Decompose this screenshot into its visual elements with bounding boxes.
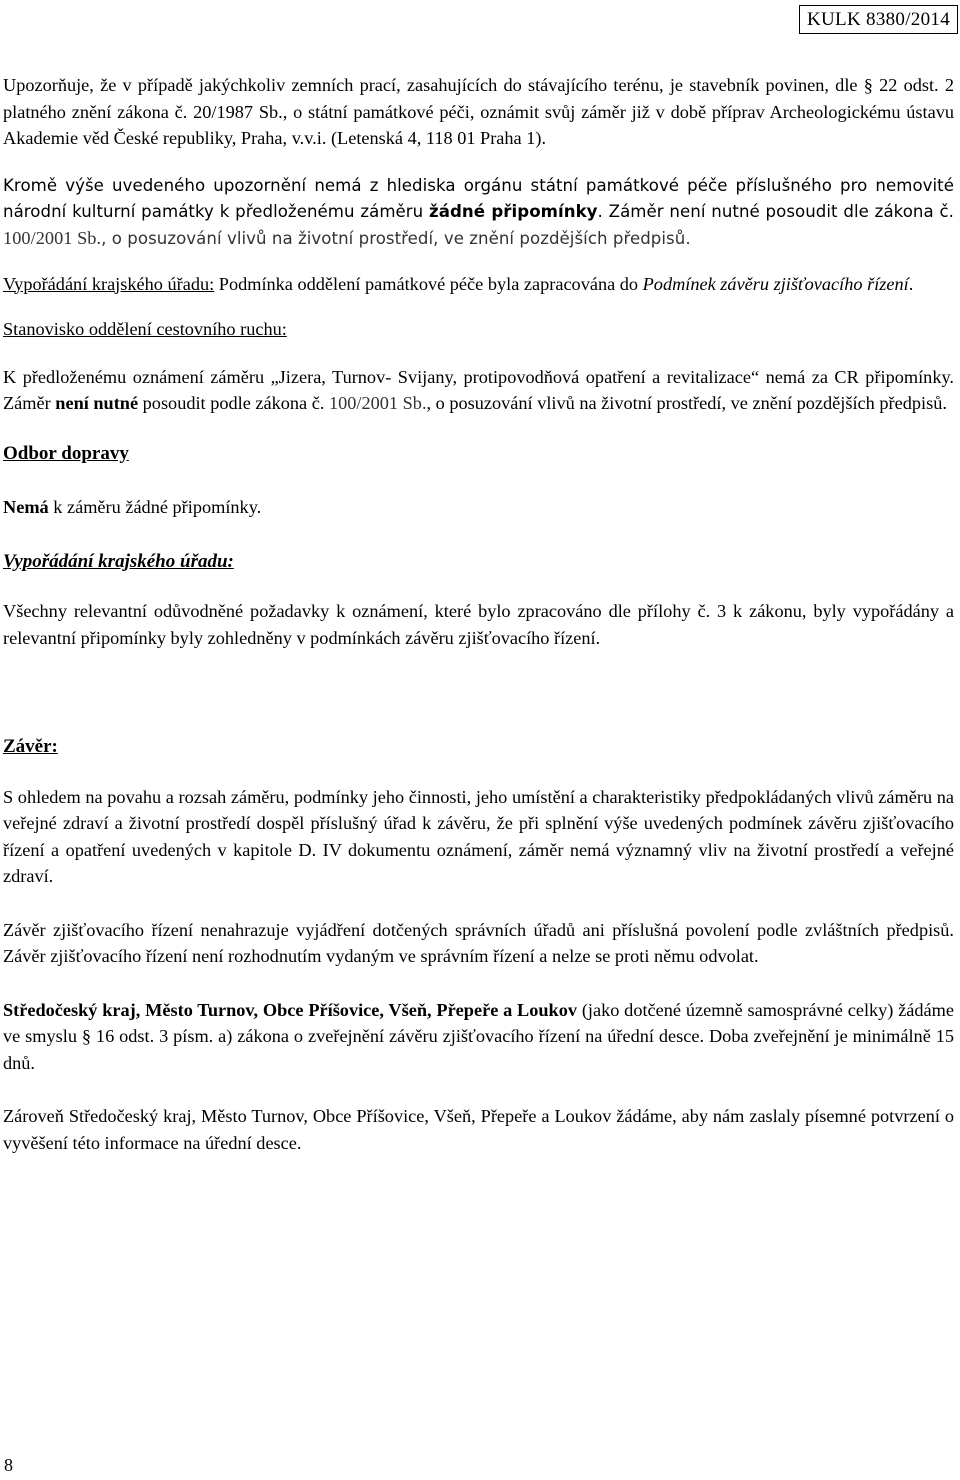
law-reference: 100/2001 Sb. (3, 227, 102, 248)
transport-nema: Nemá (3, 497, 49, 517)
tourism-department-heading (3, 316, 954, 343)
heritage-opinion-text-3: , o posuzování vlivů na životní prostředí, ve znění pozdějších předpisů. (101, 228, 691, 248)
conclusion-text-3: (jako dotčené územně samosprávné celky) žádáme ve smyslu § 16 odst. 3 písm. a) zákona o zveřejnění závěru zjišťovacího řízení na úřední desce. Doba zveřejnění je minimálně 15 dnů. (3, 999, 955, 1073)
settlement-heading-label: Vypořádání krajského úřadu: (3, 550, 234, 572)
transport-heading (3, 440, 954, 468)
archaeology-notice-paragraph (3, 72, 954, 152)
settlement-text: Všechny relevantní odůvodněné požadavky k oznámení, které bylo zpracováno dle přílohy č. 3 k zákonu, byly vypořádány a relevantní připomínky byly zohledněny v podmínkách závěru zjišťovacího řízení. (3, 601, 954, 648)
conclusion-heading (3, 733, 954, 761)
tourism-not-necessary: není nutné (55, 393, 139, 413)
conclusion-heading-label: Závěr: (3, 736, 58, 757)
settlement-paragraph (3, 598, 954, 651)
conclusion-paragraph-4 (3, 1103, 954, 1156)
settlement-heading (3, 548, 954, 576)
tourism-opinion-text-3: , o posuzování vlivů na životní prostředí, ve znění pozdějších předpisů. (426, 393, 947, 413)
addressed-authorities: Středočeský kraj, Město Turnov, Obce Příšovice, Všeň, Přepeře a Loukov (3, 999, 578, 1020)
sentence-end: . (908, 273, 914, 294)
conclusion-paragraph-1 (3, 784, 954, 890)
heritage-opinion-text-2: . Záměr není nutné posoudit dle zákona č. (597, 201, 954, 221)
transport-opinion (3, 494, 954, 521)
conclusion-text-4: Zároveň Středočeský kraj, Město Turnov, Obce Příšovice, Všeň, Přepeře a Loukov žádáme, aby nám zaslaly písemné potvrzení o vyvěšení této informace na úřední desce. (3, 1106, 954, 1153)
regional-office-settlement-text: Podmínka oddělení památkové péče byla zapracována do (214, 273, 643, 294)
page-number: 8 (4, 1455, 13, 1475)
tourism-opinion-text-2: posoudit podle zákona č. (138, 393, 329, 413)
regional-office-settlement-label: Vypořádání krajského úřadu: (3, 273, 215, 294)
tourism-department-label: Stanovisko oddělení cestovního ruchu: (3, 319, 287, 339)
archaeology-notice-text: Upozorňuje, že v případě jakýchkoliv zemních prací, zasahujících do stávajícího terénu, je stavebník povinen, dle § 22 odst. 2 platného znění zákona č. 20/1987 Sb., o státní památkové péči, oznámit svůj záměr již v době příprav Archeologickému ústavu Akademie věd České republiky, Praha, v.v.i. (Letenská 4, 118 01 Praha 1). (3, 75, 954, 148)
conclusion-text-1: S ohledem na povahu a rozsah záměru, podmínky jeho činnosti, jeho umístění a charakteristiky předpokládaných vlivů záměru na veřejné zdraví a životní prostředí dospěl příslušný úřad k závěru, že při splnění výše uvedených podmínek závěru zjišťovacího řízení a opatření uvedených v kapitole D. IV dokumentu oznámení, záměr nemá významný vliv na životní prostředí a veřejné zdraví. (3, 786, 954, 886)
conditions-reference: Podmínek závěru zjišťovacího řízení (642, 273, 909, 294)
transport-opinion-text: k záměru žádné připomínky. (48, 497, 262, 517)
document-body (3, 72, 954, 1156)
heritage-no-comments: žádné připomínky (429, 201, 598, 221)
tourism-opinion-text: K předloženému oznámení záměru „Jizera, Turnov- Svijany, protipovodňová opatření a revitalizace“ nemá za CR připomínky. Záměr (3, 366, 954, 413)
heritage-opinion-text: Kromě výše uvedeného upozornění nemá z hlediska orgánu státní památkové péče příslušného pro nemovité národní kulturní památky k předloženému záměru (3, 175, 954, 221)
transport-heading-label: Odbor dopravy (3, 442, 129, 464)
regional-office-settlement-paragraph (3, 271, 954, 298)
document-reference-number: KULK 8380/2014 (799, 5, 958, 34)
conclusion-paragraph-2 (3, 917, 954, 970)
law-reference-2: 100/2001 Sb. (329, 393, 427, 413)
conclusion-paragraph-3 (3, 997, 954, 1077)
heritage-opinion-paragraph (3, 173, 954, 252)
tourism-opinion-paragraph (3, 364, 954, 417)
conclusion-text-2: Závěr zjišťovacího řízení nenahrazuje vyjádření dotčených správních úřadů ani příslušná povolení podle zvláštních předpisů. Závěr zjišťovacího řízení není rozhodnutím vydaným ve správním řízení a nelze se proti němu odvolat. (3, 919, 954, 966)
